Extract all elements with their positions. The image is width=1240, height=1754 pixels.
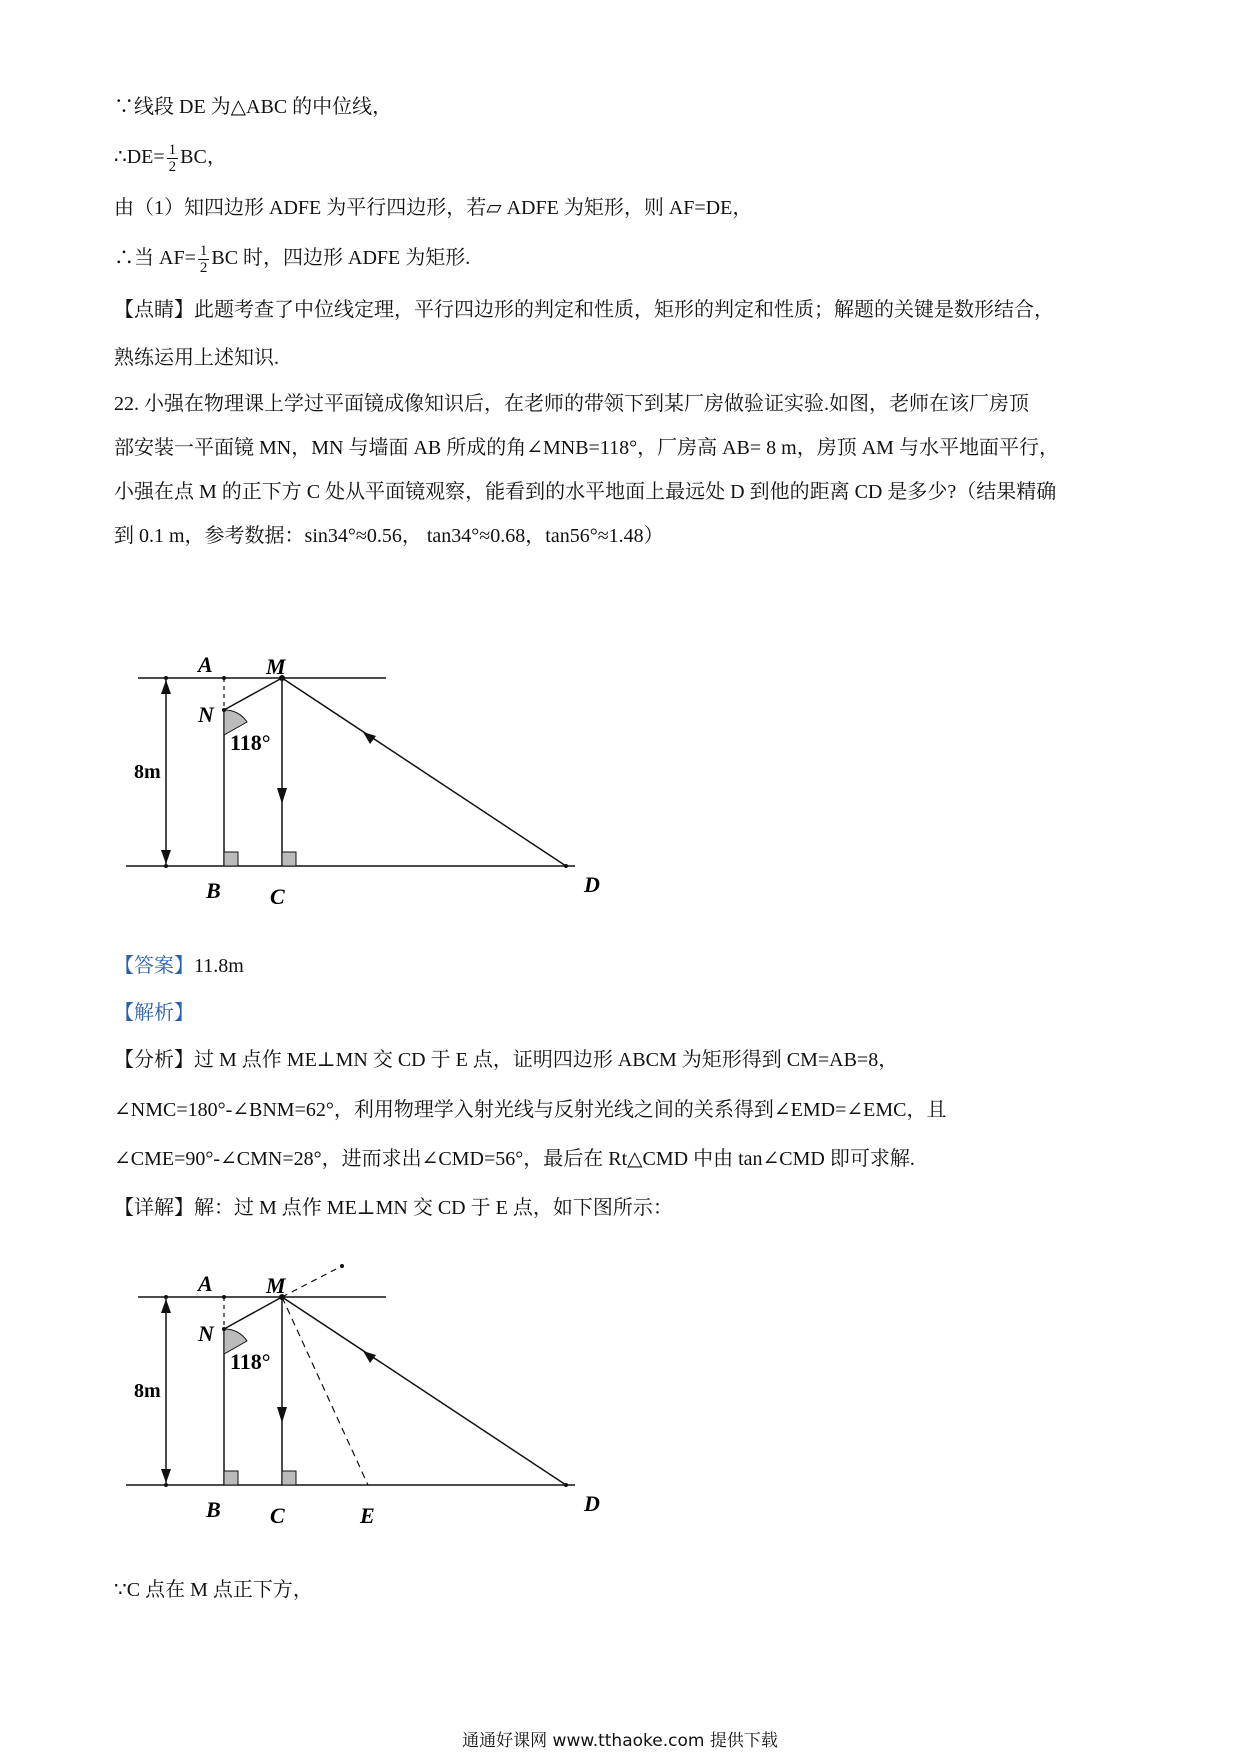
question-line: 小强在点 M 的正下方 C 处从平面镜观察，能看到的水平地面上最远处 D 到他的距离 CD 是多少?（结果精确	[114, 481, 1057, 503]
detail-line	[114, 1193, 673, 1223]
arrow-up-left-icon	[363, 732, 376, 744]
question-line: 22. 小强在物理课上学过平面镜成像知识后，在老师的带领下到某厂房做验证实验.如图，老师在该厂房顶	[114, 393, 1029, 415]
label-d: D	[584, 872, 600, 897]
point-extension	[340, 1264, 344, 1268]
comment-line	[114, 295, 1054, 325]
analysis-tag: 【解析】	[114, 1002, 194, 1024]
analysis-text: 过 M 点作 ME⊥MN 交 CD 于 E 点，证明四边形 ABCM 为矩形得到 CM=AB=8，	[194, 1049, 899, 1071]
figure-1-diagram	[110, 640, 630, 910]
text-fragment: ∴DE=	[114, 146, 165, 169]
text-line: 由（1）知四边形 ADFE 为平行四边形，若▱ ADFE 为矩形，则 AF=DE，	[114, 197, 753, 219]
point-dimension-top	[164, 676, 168, 680]
label-m: M	[266, 654, 286, 679]
mirror-line	[224, 678, 282, 710]
answer-value: 11.8m	[194, 955, 244, 977]
arrow-down-icon	[277, 788, 287, 804]
arrow-up-icon	[161, 1299, 171, 1313]
point-a	[222, 676, 226, 680]
label-n: N	[198, 702, 214, 727]
point-n	[222, 1327, 226, 1331]
text-line: ∵C 点在 M 点正下方，	[114, 1579, 313, 1601]
label-height: 8m	[134, 1380, 161, 1402]
point-n	[222, 708, 226, 712]
point-d	[564, 864, 568, 868]
text-line: 熟练运用上述知识.	[114, 347, 279, 369]
incident-ray	[282, 678, 566, 866]
point-dimension-bottom	[164, 864, 168, 868]
question-line: 到 0.1 m，参考数据：sin34°≈0.56， tan34°≈0.68，tan56°≈1.48）	[114, 525, 664, 547]
detail-text: 解：过 M 点作 ME⊥MN 交 CD 于 E 点，如下图所示：	[194, 1197, 673, 1219]
arrow-down-icon	[161, 1469, 171, 1483]
label-e: E	[360, 1503, 375, 1528]
label-n: N	[198, 1321, 214, 1346]
mirror-line	[224, 1297, 282, 1329]
analysis-line: ∠CME=90°-∠CMN=28°，进而求出∠CMD=56°，最后在 Rt△CMD 中由 tan∠CMD 即可求解.	[114, 1148, 915, 1170]
incident-ray	[282, 1297, 566, 1485]
right-angle-icon	[224, 852, 238, 866]
answer-line	[114, 951, 244, 981]
label-c: C	[270, 1503, 285, 1528]
question-line: 部安装一平面镜 MN，MN 与墙面 AB 所成的角∠MNB=118°，厂房高 AB= 8 m，房顶 AM 与水平地面平行，	[114, 437, 1059, 459]
right-angle-icon	[282, 852, 296, 866]
label-d: D	[584, 1491, 600, 1516]
label-b: B	[206, 878, 221, 903]
arrow-down-icon	[161, 850, 171, 864]
page-footer: 通通好课网 www.tthaoke.com 提供下载	[462, 1731, 778, 1751]
label-a: A	[198, 1271, 213, 1296]
analysis-line	[114, 1045, 898, 1075]
fraction-denominator: 2	[199, 260, 208, 276]
comment-text: 此题考查了中位线定理，平行四边形的判定和性质，矩形的判定和性质；解题的关键是数形结合，	[194, 299, 1054, 321]
arrow-up-icon	[161, 680, 171, 694]
text-line-fraction	[114, 142, 227, 175]
answer-tag: 【答案】	[114, 955, 194, 977]
detail-tag: 【详解】	[114, 1197, 194, 1219]
fraction	[198, 243, 210, 276]
point-dimension-top	[164, 1295, 168, 1299]
fraction-denominator: 2	[168, 159, 177, 175]
analysis-heading	[114, 998, 194, 1028]
label-a: A	[198, 652, 213, 677]
right-angle-icon	[224, 1471, 238, 1485]
arrow-up-left-icon	[363, 1351, 376, 1363]
label-c: C	[270, 884, 285, 909]
point-a	[222, 1295, 226, 1299]
text-line-fraction	[114, 243, 470, 276]
text-fragment: BC 时，四边形 ADFE 为矩形.	[211, 247, 471, 270]
fraction	[167, 142, 179, 175]
label-m: M	[266, 1273, 286, 1298]
analysis-sub-tag: 【分析】	[114, 1049, 194, 1071]
fraction-numerator: 1	[199, 243, 208, 259]
label-angle: 118°	[230, 1349, 271, 1374]
mirror-extension-dashed	[282, 1267, 340, 1297]
right-angle-icon	[282, 1471, 296, 1485]
arrow-down-icon	[277, 1407, 287, 1423]
text-fragment: ∴当 AF=	[114, 247, 196, 270]
label-height: 8m	[134, 761, 161, 783]
point-dimension-bottom	[164, 1483, 168, 1487]
figure-2-diagram	[110, 1255, 630, 1535]
text-fragment: BC，	[180, 146, 227, 169]
point-d	[564, 1483, 568, 1487]
fraction-numerator: 1	[168, 142, 177, 158]
label-angle: 118°	[230, 730, 271, 755]
label-b: B	[206, 1497, 221, 1522]
analysis-line: ∠NMC=180°-∠BNM=62°，利用物理学入射光线与反射光线之间的关系得到∠EMD=∠EMC，且	[114, 1099, 947, 1121]
comment-tag: 【点睛】	[114, 299, 194, 321]
text-line: ∵线段 DE 为△ABC 的中位线，	[114, 96, 393, 118]
